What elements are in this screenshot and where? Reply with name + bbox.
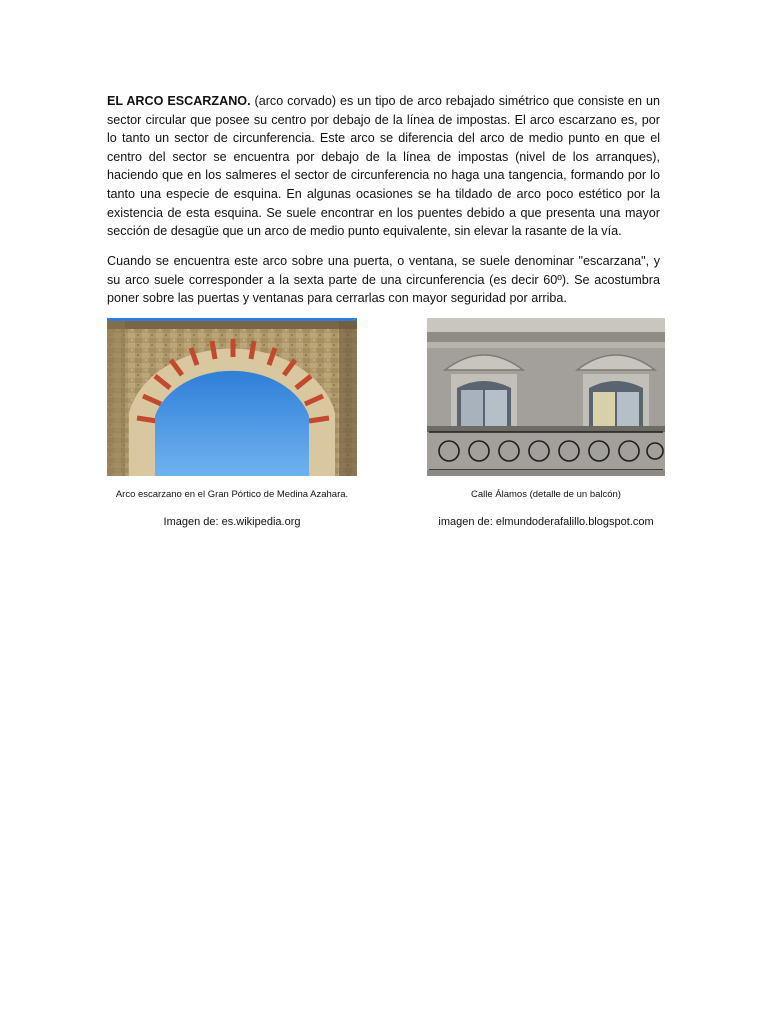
- paragraph-body-text-2: Cuando se encuentra este arco sobre una puerta, o ventana, se suele denominar "escarzana", y su arco suele corresponder a la sexta parte de una circunferencia (es decir 60º). Se acostumbra poner sobre las puertas y ventanas para cerrarlas con mayor seguridad por arriba.: [107, 254, 660, 306]
- paragraph-arco-escarzano: [107, 92, 660, 241]
- image-credit-balcony: imagen de: elmundoderafalillo.blogspot.com: [438, 516, 654, 528]
- arch-photo-illustration: [107, 318, 357, 476]
- figure-caption-balcony: Calle Álamos (detalle de un balcón): [471, 489, 621, 500]
- arch-photo: [107, 318, 357, 476]
- balcony-photo: [427, 318, 665, 476]
- figure-caption-arch: Arco escarzano en el Gran Pórtico de Medina Azahara.: [115, 489, 349, 500]
- paragraph-body-text: (arco corvado) es un tipo de arco rebajado simétrico que consiste en un sector circular que posee su centro por debajo de la línea de impostas. El arco escarzano es, por lo tanto un sector de circunferencia. Este arco se diferencia del arco de medio punto en que el centro del sector se encuentra por debajo de la línea de impostas (nivel de los arranques), haciendo que en los salmeres el sector de circunferencia no haga una tangencia, formando por lo tanto una especie de esquina. En algunas ocasiones se ha tildado de arco poco estético por la existencia de esta esquina. Se suele encontrar en los puentes debido a que presenta una mayor sección de desagüe que un arco de medio punto equivalente, sin elevar la rasante de la vía.: [107, 94, 660, 239]
- image-credit-arch: Imagen de: es.wikipedia.org: [163, 516, 301, 528]
- balcony-photo-illustration: [427, 318, 665, 476]
- paragraph-lead-heading: EL ARCO ESCARZANO.: [107, 94, 251, 108]
- paragraph-escarzana: [107, 252, 660, 308]
